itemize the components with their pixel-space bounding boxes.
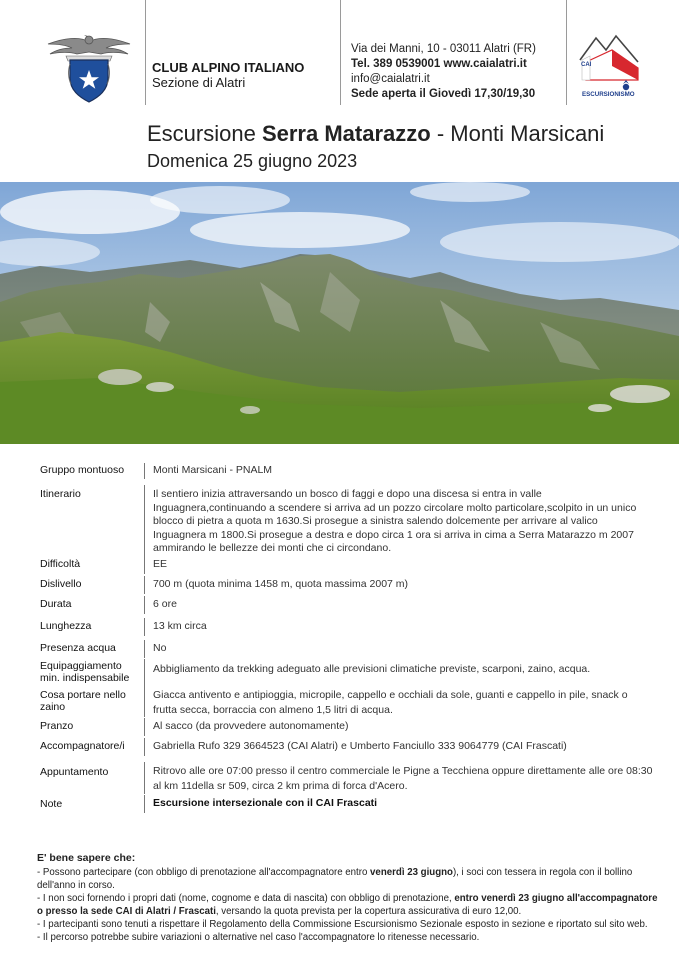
detail-label: Presenza acqua bbox=[40, 642, 116, 654]
note-item bbox=[37, 892, 662, 918]
detail-value: Il sentiero inizia attraversando un bosco di faggi e dopo una discesa si entra in valle Inguagnera,continuando a scendere si arriva ad un pozzo circolare molto particolare,scolpito in un unico blocco di pietra a quota m 1630.Si prosegue a sinistra salendo dolcemente per arrivare al valico Inguagnera m 1800.Si prosegue a destra e dopo circa 1 ora si arriva in cima a Serra Matarazzo m 2007 ammirando le bellezze dei monti che ci circondano. bbox=[153, 488, 637, 554]
club-email: info@caialatri.it bbox=[351, 73, 430, 85]
row-separator bbox=[144, 556, 145, 574]
detail-row-itinerario bbox=[40, 488, 665, 558]
club-name: CLUB ALPINO ITALIANO bbox=[152, 60, 305, 75]
mountain-landscape-photo bbox=[0, 182, 679, 444]
letterhead bbox=[0, 0, 679, 105]
detail-value: 13 km circa bbox=[153, 620, 207, 632]
detail-label: Itinerario bbox=[40, 488, 81, 500]
row-separator bbox=[144, 596, 145, 614]
row-separator bbox=[144, 640, 145, 658]
detail-value: 700 m (quota minima 1458 m, quota massima 2007 m) bbox=[153, 578, 409, 590]
row-separator bbox=[144, 687, 145, 717]
detail-value: No bbox=[153, 642, 167, 654]
row-separator bbox=[144, 762, 145, 794]
detail-row-note bbox=[40, 797, 665, 811]
cai-eagle-logo bbox=[44, 30, 134, 106]
club-phone-web: Tel. 389 0539001 www.caialatri.it bbox=[351, 58, 527, 70]
detail-label: Equipaggiamento min. indispensabile bbox=[40, 660, 130, 684]
escursionismo-logo bbox=[578, 32, 640, 98]
detail-value: Escursione intersezionale con il CAI Frascati bbox=[153, 797, 378, 809]
event-date: Domenica 25 giugno 2023 bbox=[147, 151, 358, 171]
note-item: - Il percorso potrebbe subire variazioni o alternative nel caso l'accompagnatore lo ritenesse necessario. bbox=[37, 932, 480, 943]
detail-row-durata bbox=[40, 598, 665, 612]
note-text: ), i soci con tessera in regola con il bollino dell'anno in corso. bbox=[37, 867, 633, 891]
detail-row-zaino bbox=[40, 688, 665, 716]
title-prefix: Escursione bbox=[147, 121, 262, 146]
detail-value: 6 ore bbox=[153, 598, 177, 610]
detail-row-acqua bbox=[40, 642, 665, 656]
contact-block bbox=[351, 42, 536, 102]
detail-label: Dislivello bbox=[40, 578, 82, 590]
detail-value: Abbigliamento da trekking adeguato alle previsioni climatiche previste, scarponi, zaino, acqua. bbox=[153, 663, 591, 675]
note-text: - Possono partecipare (con obbligo di prenotazione all'accompagnatore entro bbox=[37, 867, 371, 878]
detail-value: Monti Marsicani - PNALM bbox=[153, 464, 273, 476]
detail-row-equipaggiamento bbox=[40, 660, 665, 687]
detail-label: Cosa portare nello zaino bbox=[40, 689, 126, 713]
detail-label: Appuntamento bbox=[40, 766, 109, 778]
detail-value: EE bbox=[153, 558, 168, 570]
important-notes bbox=[37, 852, 662, 944]
note-item bbox=[37, 866, 662, 892]
header-divider bbox=[566, 0, 567, 105]
detail-value: Al sacco (da provvedere autonomamente) bbox=[153, 720, 349, 732]
event-title bbox=[147, 120, 604, 148]
notes-heading: E' bene sapere che: bbox=[37, 852, 136, 864]
event-title-block bbox=[147, 120, 604, 173]
title-peak-name: Serra Matarazzo bbox=[261, 121, 431, 146]
note-text: - I non soci fornendo i propri dati (nome, cognome e data di nascita) con obbligo di prenotazione, bbox=[37, 893, 455, 904]
detail-value: Giacca antivento e antipioggia, micropile, cappello e occhiali da sole, guanti e cappello in pile, snack o frutta secca, borraccia con almeno 1,5 litri di acqua. bbox=[153, 689, 628, 716]
detail-label: Lunghezza bbox=[40, 620, 92, 632]
esc-logo-cai: CAI bbox=[581, 62, 592, 68]
club-identity bbox=[152, 60, 304, 90]
header-divider bbox=[145, 0, 146, 105]
row-separator bbox=[144, 659, 145, 687]
detail-row-gruppo bbox=[40, 464, 665, 478]
note-text: , versando la quota prevista per la copertura assicurativa di euro 12,00. bbox=[215, 906, 522, 917]
club-section: Sezione di Alatri bbox=[152, 75, 246, 90]
note-emphasis: entro venerdì 23 giugno all'accompagnatore o presso la sede CAI di Alatri / Frascati bbox=[37, 893, 658, 917]
title-suffix: - Monti Marsicani bbox=[430, 121, 605, 146]
note-item: - I partecipanti sono tenuti a rispettare il Regolamento della Commissione Escursionismo Sezionale esposto in sezione e riportato sul sito web. bbox=[37, 919, 648, 930]
detail-label: Durata bbox=[40, 598, 72, 610]
esc-logo-text: ESCURSIONISMO bbox=[582, 91, 635, 98]
row-separator bbox=[144, 576, 145, 594]
detail-row-difficolta bbox=[40, 558, 665, 572]
detail-row-lunghezza bbox=[40, 620, 665, 634]
row-separator bbox=[144, 463, 145, 479]
detail-value: Gabriella Rufo 329 3664523 (CAI Alatri) e Umberto Fanciullo 333 9064779 (CAI Frascati) bbox=[153, 740, 567, 752]
note-emphasis: venerdì 23 giugno bbox=[370, 867, 453, 878]
header-divider bbox=[340, 0, 341, 105]
detail-row-dislivello bbox=[40, 578, 665, 592]
row-separator bbox=[144, 618, 145, 636]
detail-row-appuntamento bbox=[40, 764, 665, 792]
detail-row-pranzo bbox=[40, 720, 665, 734]
row-separator bbox=[144, 795, 145, 813]
detail-label: Difficoltà bbox=[40, 558, 81, 570]
detail-label: Gruppo montuoso bbox=[40, 464, 125, 476]
detail-row-accompagnatori bbox=[40, 740, 665, 754]
row-separator bbox=[144, 718, 145, 736]
club-opening-hours: Sede aperta il Giovedì 17,30/19,30 bbox=[351, 88, 536, 100]
detail-label: Note bbox=[40, 798, 63, 810]
club-address: Via dei Manni, 10 - 03011 Alatri (FR) bbox=[351, 43, 536, 55]
row-separator bbox=[144, 485, 145, 559]
detail-value: Ritrovo alle ore 07:00 presso il centro commerciale le Pigne a Tecchiena oppure direttamente alle ore 08:30 al km 11della sr 509, circa 2 km prima di forca d'Acero. bbox=[153, 765, 653, 792]
detail-label: Pranzo bbox=[40, 720, 74, 732]
row-separator bbox=[144, 738, 145, 756]
detail-label: Accompagnatore/i bbox=[40, 740, 125, 752]
